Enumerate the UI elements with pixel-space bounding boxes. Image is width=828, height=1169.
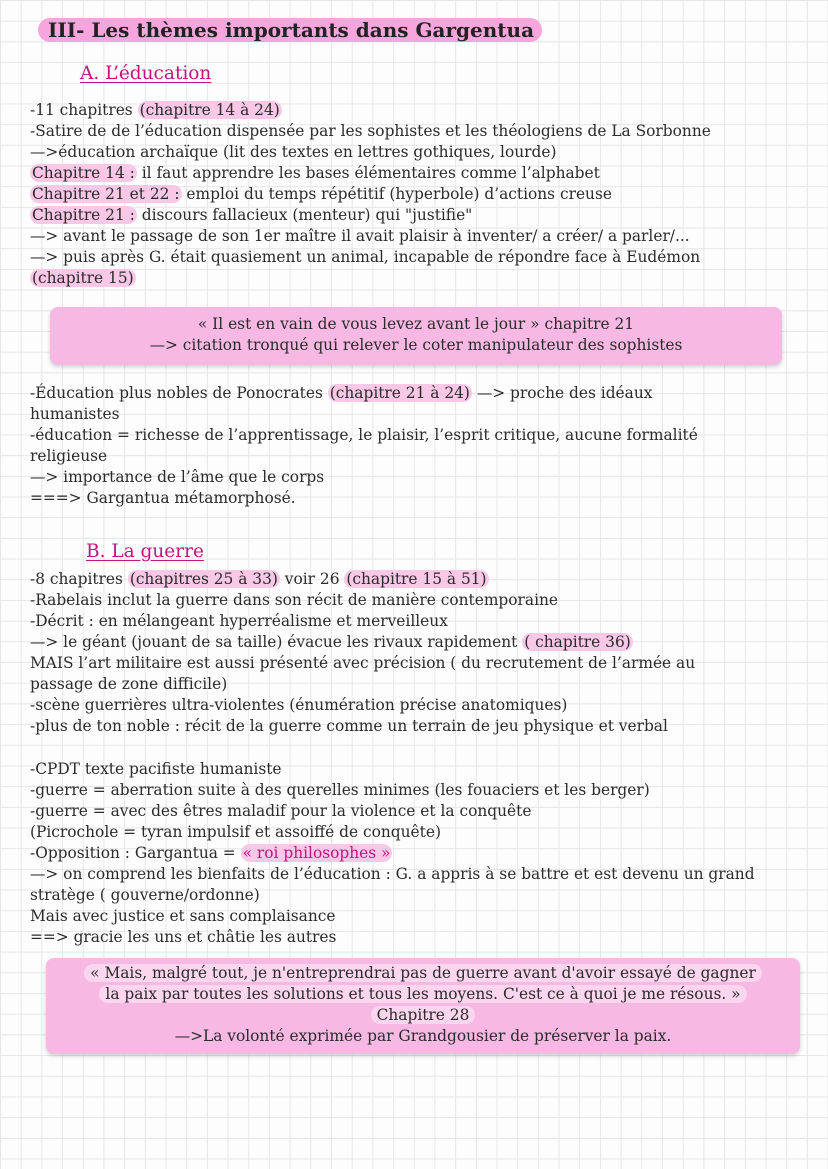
note-line: passage de zone difficile) — [30, 675, 228, 693]
note-line: —> puis après G. était quasiement un animal, incapable de répondre face à Eudémon — [30, 248, 701, 266]
note-line: -Éducation plus nobles de Ponocrates (chapitre 21 à 24) —> proche des idéaux — [30, 384, 653, 402]
note-line: humanistes — [30, 405, 120, 423]
note-line: -8 chapitres (chapitres 25 à 33) voir 26 (chapitre 15 à 51) — [30, 570, 487, 588]
note-line: -éducation = richesse de l’apprentissage, le plaisir, l’esprit critique, aucune formalité — [30, 426, 698, 444]
note-line: religieuse — [30, 447, 108, 465]
note-line: -CPDT texte pacifiste humaniste — [30, 760, 282, 778]
quote-highlight: « roi philosophes » — [242, 844, 391, 862]
war-notes-2 — [30, 759, 820, 948]
note-line: Chapitre 21 et 22 : emploi du temps répétitif (hyperbole) d’actions creuse — [32, 185, 612, 203]
chapter-highlight: Chapitre 21 : — [32, 206, 135, 224]
note-line: —> avant le passage de son 1er maître il avait plaisir à inventer/ a créer/ a parler/... — [30, 227, 690, 245]
chapter-highlight: (chapitre 15 à 51) — [346, 570, 487, 588]
note-line: —> importance de l’âme que le corps — [30, 468, 325, 486]
chapter-highlight: ( chapitre 36) — [524, 633, 631, 651]
note-line: -guerre = aberration suite à des querelles minimes (les fouaciers et les berger) — [30, 781, 650, 799]
note-line: -scène guerrières ultra-violentes (énumération précise anatomiques) — [30, 696, 568, 714]
chapter-highlight: (chapitre 14 à 24) — [139, 101, 280, 119]
note-line: -11 chapitres (chapitre 14 à 24) — [30, 101, 280, 119]
chapter-highlight: Chapitre 21 et 22 : — [32, 185, 180, 203]
note-line: Chapitre 14 : il faut apprendre les bases élémentaires comme l’alphabet — [32, 164, 600, 182]
note-line: -Satire de de l’éducation dispensée par les sophistes et les théologiens de La Sorbonne — [30, 122, 711, 140]
note-line: -Rabelais inclut la guerre dans son récit de manière contemporaine — [30, 591, 559, 609]
note-line: stratège ( gouverne/ordonne) — [30, 886, 260, 904]
note-line: Chapitre 21 : discours fallacieux (menteur) qui "justifie" — [32, 206, 473, 224]
note-line — [30, 268, 820, 289]
war-notes — [30, 569, 820, 737]
note-line: ===> Gargantua métamorphosé. — [30, 489, 296, 507]
quote-comment: —>La volonté exprimée par Grandgousier de préserver la paix. — [174, 1027, 672, 1045]
note-line: Mais avec justice et sans complaisance — [30, 907, 336, 925]
quote-box-education — [50, 307, 782, 365]
note-line: -Décrit : en mélangeant hyperréalisme et merveilleux — [30, 612, 448, 630]
education-notes — [30, 100, 820, 289]
note-line: —> on comprend les bienfaits de l’éducation : G. a appris à se battre et est devenu un grand — [30, 865, 755, 883]
chapter-highlight: (chapitres 25 à 33) — [129, 570, 278, 588]
quote-line: la paix par toutes les solutions et tous les moyens. C'est ce à quoi je me résous. » — [46, 984, 800, 1005]
page-title: III- Les thèmes importants dans Gargentua — [38, 18, 542, 42]
quote-line: « Mais, malgré tout, je n'entreprendrai pas de guerre avant d'avoir essayé de gagner — [46, 963, 800, 984]
education-notes-2 — [30, 383, 820, 509]
note-line: -guerre = avec des êtres maladif pour la violence et la conquête — [30, 802, 532, 820]
note-line: (Picrochole = tyran impulsif et assoiffé de conquête) — [30, 823, 441, 841]
note-line: —> le géant (jouant de sa taille) évacue les rivaux rapidement ( chapitre 36) — [30, 633, 631, 651]
note-line: -plus de ton noble : récit de la guerre comme un terrain de jeu physique et verbal — [30, 717, 668, 735]
quote-box-war — [46, 958, 800, 1054]
quote-line: « Il est en vain de vous levez avant le jour » chapitre 21 — [197, 315, 635, 333]
chapter-highlight: (chapitre 15) — [32, 269, 134, 287]
chapter-highlight: (chapitre 21 à 24) — [329, 384, 470, 402]
note-line: —>éducation archaïque (lit des textes en lettres gothiques, lourde) — [30, 143, 557, 161]
note-line: MAIS l’art militaire est aussi présenté avec précision ( du recrutement de l’armée au — [30, 654, 696, 672]
note-line: ==> gracie les uns et châtie les autres — [30, 928, 337, 946]
chapter-highlight: Chapitre 14 : — [32, 164, 135, 182]
quote-chapter: Chapitre 28 — [46, 1005, 800, 1026]
note-line: -Opposition : Gargantua = « roi philosophes » — [30, 844, 391, 862]
section-heading-education: A. L’éducation — [80, 63, 212, 84]
section-heading-war: B. La guerre — [86, 541, 204, 562]
quote-comment: —> citation tronqué qui relever le coter manipulateur des sophistes — [149, 336, 683, 354]
